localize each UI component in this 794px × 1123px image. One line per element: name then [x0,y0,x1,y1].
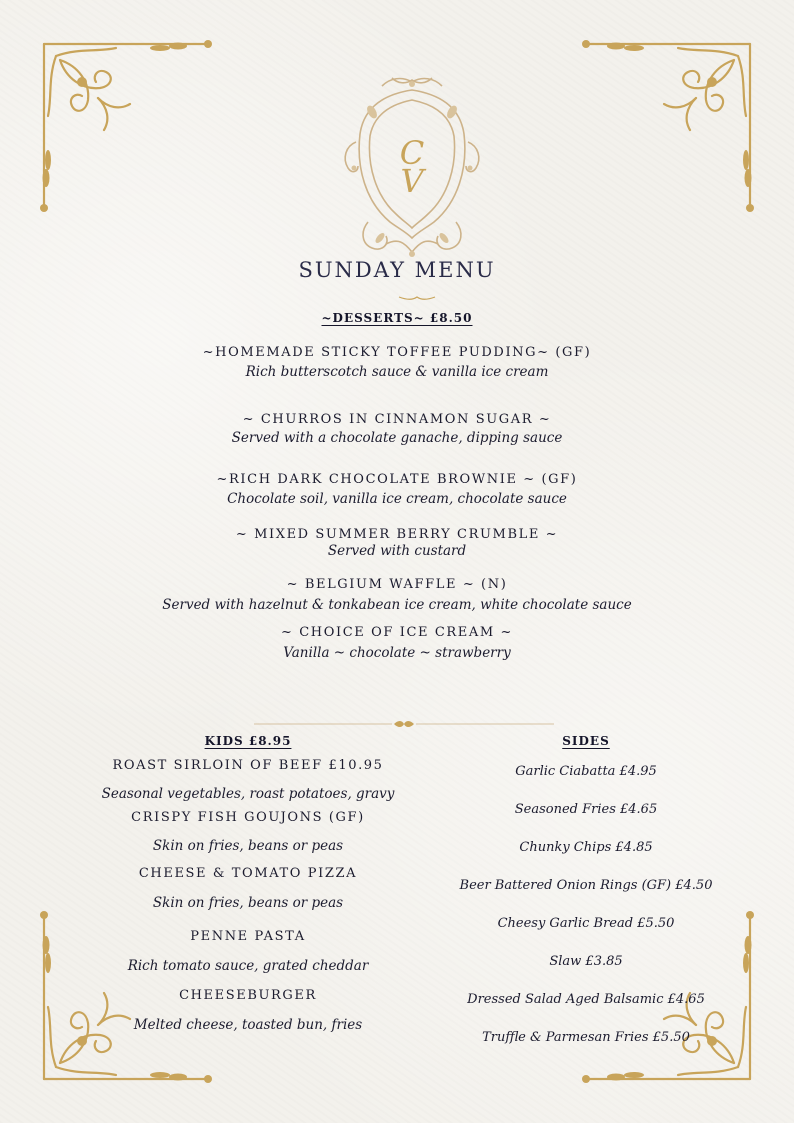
kids-dish-description: Rich tomato sauce, grated cheddar [127,958,369,974]
dessert-description: Served with custard [327,543,467,559]
dessert-description: Served with hazelnut & tonkabean ice cream, white chocolate sauce [162,597,632,613]
kids-dish-description: Skin on fries, beans or peas [152,838,344,854]
flourish-icon [576,38,756,218]
dessert-description: Chocolate soil, vanilla ice cream, chocolate sauce [227,491,567,507]
kids-dish-name: PENNE PASTA [190,929,306,944]
kids-dish-description: Skin on fries, beans or peas [152,895,344,911]
dessert-name: ~HOMEMADE STICKY TOFFEE PUDDING~ (GF) [202,345,592,360]
dessert-description: Vanilla ~ chocolate ~ strawberry [283,645,511,661]
desserts-heading: ~DESSERTS~ £8.50 [321,311,473,325]
kids-dish-name: CHEESEBURGER [179,988,317,1003]
page-title: SUNDAY MENU [298,258,496,282]
corner-ornament-top-right [576,38,756,218]
dessert-name: ~ MIXED SUMMER BERRY CRUMBLE ~ [235,527,559,542]
crest-logo [332,72,492,262]
kids-dish-name: CRISPY FISH GOUJONS (GF) [131,810,365,825]
dessert-description: Served with a chocolate ganache, dipping sauce [231,430,563,446]
side-item: Beer Battered Onion Rings (GF) £4.50 [459,878,713,893]
side-item: Dressed Salad Aged Balsamic £4.65 [467,992,705,1007]
section-divider [244,718,564,730]
corner-ornament-top-left [38,38,218,218]
dessert-name: ~RICH DARK CHOCOLATE BROWNIE ~ (GF) [216,472,578,487]
monogram-v: V [400,162,424,200]
side-item: Chunky Chips £4.85 [519,840,653,855]
kids-dish-name: CHEESE & TOMATO PIZZA [138,866,358,881]
kids-dish-name: ROAST SIRLOIN OF BEEF £10.95 [112,758,384,773]
kids-heading: KIDS £8.95 [204,734,292,748]
side-item: Garlic Ciabatta £4.95 [515,764,657,779]
side-item: Seasoned Fries £4.65 [514,802,658,817]
sides-heading: SIDES [562,734,610,748]
monogram-c: C [399,134,425,172]
dessert-name: ~ CHOICE OF ICE CREAM ~ [281,625,513,640]
dessert-description: Rich butterscotch sauce & vanilla ice cream [245,364,549,380]
dessert-name: ~ BELGIUM WAFFLE ~ (N) [286,577,508,592]
side-item: Cheesy Garlic Bread £5.50 [497,916,675,931]
kids-dish-description: Seasonal vegetables, roast potatoes, gravy [101,786,395,802]
kids-dish-description: Melted cheese, toasted bun, fries [133,1017,363,1033]
flourish-icon [38,38,218,218]
title-flourish-icon [397,293,437,301]
side-item: Truffle & Parmesan Fries £5.50 [482,1030,690,1045]
dessert-name: ~ CHURROS IN CINNAMON SUGAR ~ [242,412,552,427]
side-item: Slaw £3.85 [549,954,623,969]
